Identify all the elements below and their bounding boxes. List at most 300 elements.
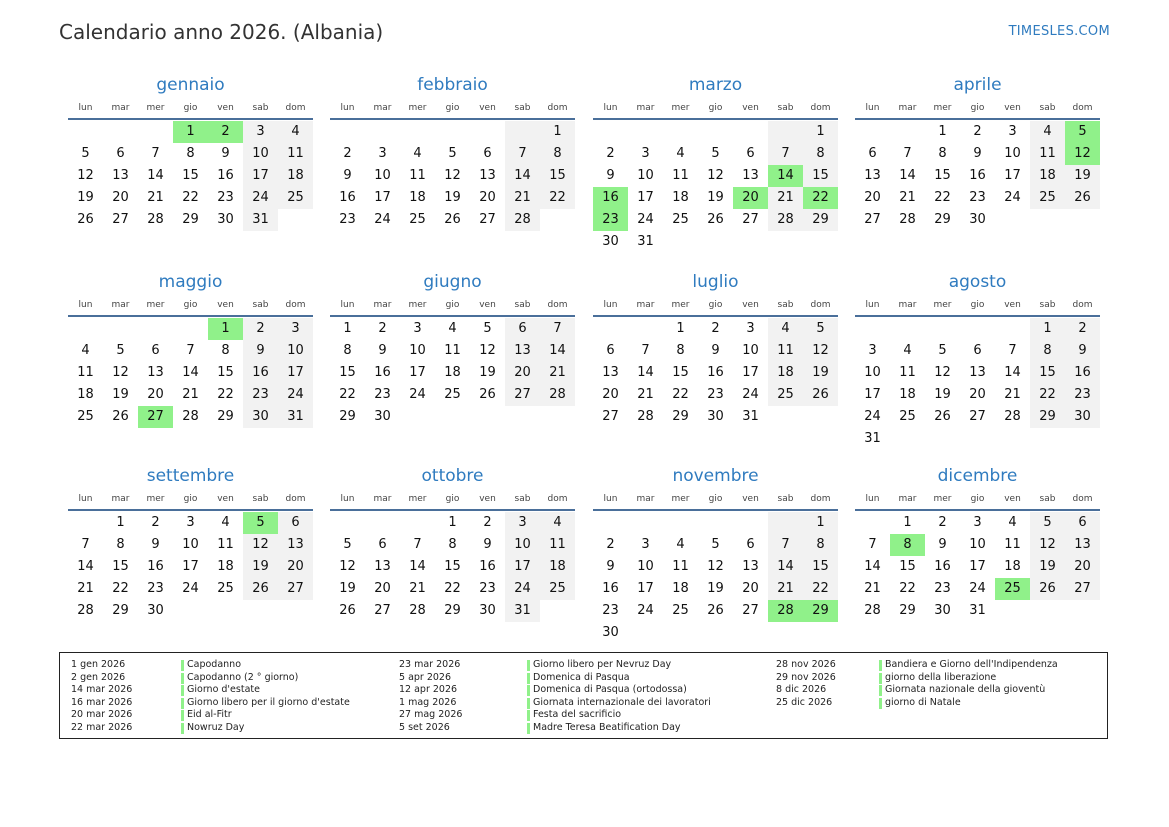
day-cell: 7 bbox=[505, 143, 540, 165]
day-cell: 8 bbox=[803, 534, 838, 556]
day-cell: 30 bbox=[934, 603, 951, 618]
day-cell: 2 bbox=[711, 321, 720, 336]
day-cell: 13 bbox=[505, 340, 540, 362]
legend-date: 16 mar 2026 bbox=[71, 696, 133, 708]
day-cell: 21 bbox=[540, 362, 575, 384]
day-cell: 16 bbox=[707, 365, 724, 380]
weekday-label: ven bbox=[1004, 494, 1021, 504]
weekday-label: sab bbox=[1039, 103, 1056, 113]
day-cell: 10 bbox=[182, 537, 199, 552]
weekday-label: sab bbox=[252, 494, 269, 504]
day-cell: 4 bbox=[676, 537, 685, 552]
weekday-header bbox=[330, 489, 575, 511]
day-cell: 7 bbox=[413, 537, 422, 552]
day-cell: 18 bbox=[540, 556, 575, 578]
day-cell: 27 bbox=[374, 603, 391, 618]
day-cell: 12 bbox=[707, 168, 724, 183]
day-cell: 22 bbox=[899, 581, 916, 596]
day-cell: 26 bbox=[1030, 578, 1065, 600]
day-cell: 24 bbox=[637, 603, 654, 618]
day-cell: 20 bbox=[969, 387, 986, 402]
day-cell: 6 bbox=[116, 146, 125, 161]
month-name: marzo bbox=[688, 75, 743, 95]
legend-holiday-name: Domenica di Pasqua bbox=[527, 672, 711, 685]
day-cell: 3 bbox=[278, 318, 313, 340]
day-cell: 19 bbox=[1065, 165, 1100, 187]
day-cell: 23 bbox=[593, 209, 628, 231]
day-cell: 25 bbox=[672, 212, 689, 227]
day-cell: 31 bbox=[742, 409, 759, 424]
day-grid bbox=[855, 121, 1100, 231]
day-cell: 21 bbox=[768, 578, 803, 600]
day-cell: 30 bbox=[602, 625, 619, 640]
legend-holiday-name: Nowruz Day bbox=[181, 722, 350, 735]
weekday-label: mar bbox=[373, 103, 392, 113]
day-cell: 18 bbox=[672, 190, 689, 205]
weekday-label: ven bbox=[217, 300, 234, 310]
empty-cell bbox=[890, 318, 925, 340]
day-cell: 4 bbox=[903, 343, 912, 358]
empty-cell bbox=[628, 121, 663, 143]
weekday-header bbox=[68, 295, 313, 317]
month-name: giugno bbox=[423, 272, 482, 292]
weekday-header bbox=[593, 98, 838, 120]
day-cell: 31 bbox=[505, 600, 540, 622]
day-cell: 26 bbox=[479, 387, 496, 402]
day-cell: 6 bbox=[151, 343, 160, 358]
day-cell: 1 bbox=[803, 121, 838, 143]
day-cell: 19 bbox=[1030, 556, 1065, 578]
weekday-label: mar bbox=[636, 300, 655, 310]
day-cell: 30 bbox=[374, 409, 391, 424]
day-cell: 1 bbox=[173, 121, 208, 143]
day-cell: 11 bbox=[278, 143, 313, 165]
empty-cell bbox=[505, 406, 540, 428]
weekday-label: ven bbox=[479, 300, 496, 310]
day-cell: 24 bbox=[243, 187, 278, 209]
day-cell: 22 bbox=[803, 187, 838, 209]
weekday-label: mar bbox=[373, 300, 392, 310]
day-grid bbox=[855, 318, 1100, 450]
legend-date: 5 set 2026 bbox=[399, 721, 450, 733]
day-cell: 26 bbox=[243, 578, 278, 600]
weekday-label: dom bbox=[285, 103, 306, 113]
day-cell: 3 bbox=[413, 321, 422, 336]
empty-cell bbox=[733, 512, 768, 534]
legend-date-column bbox=[71, 659, 132, 735]
day-cell: 9 bbox=[243, 340, 278, 362]
empty-cell bbox=[365, 512, 400, 534]
day-cell: 17 bbox=[637, 190, 654, 205]
weekday-label: dom bbox=[547, 494, 568, 504]
day-cell: 2 bbox=[151, 515, 160, 530]
weekday-label: mar bbox=[373, 494, 392, 504]
day-cell: 7 bbox=[81, 537, 90, 552]
day-cell: 15 bbox=[803, 556, 838, 578]
day-cell: 13 bbox=[864, 168, 881, 183]
weekday-header bbox=[855, 98, 1100, 120]
day-cell: 5 bbox=[711, 146, 720, 161]
day-cell: 26 bbox=[339, 603, 356, 618]
weekday-header bbox=[855, 295, 1100, 317]
day-cell: 1 bbox=[676, 321, 685, 336]
empty-cell bbox=[925, 428, 960, 450]
day-cell: 5 bbox=[803, 318, 838, 340]
weekday-label: mar bbox=[898, 300, 917, 310]
day-cell: 19 bbox=[77, 190, 94, 205]
day-cell: 16 bbox=[479, 559, 496, 574]
day-cell: 20 bbox=[733, 187, 768, 209]
weekday-label: gio bbox=[970, 103, 985, 113]
day-cell: 5 bbox=[1065, 121, 1100, 143]
day-cell: 14 bbox=[637, 365, 654, 380]
day-cell: 17 bbox=[409, 365, 426, 380]
weekday-label: mer bbox=[146, 494, 165, 504]
day-cell: 16 bbox=[934, 559, 951, 574]
weekday-label: mer bbox=[671, 103, 690, 113]
empty-cell bbox=[663, 622, 698, 644]
day-grid bbox=[68, 318, 313, 428]
empty-cell bbox=[960, 318, 995, 340]
site-link[interactable]: TIMESLES.COM bbox=[1008, 24, 1110, 39]
day-cell: 18 bbox=[444, 365, 461, 380]
empty-cell bbox=[663, 512, 698, 534]
empty-cell bbox=[470, 406, 505, 428]
day-cell: 7 bbox=[1008, 343, 1017, 358]
day-cell: 17 bbox=[637, 581, 654, 596]
day-cell: 30 bbox=[969, 212, 986, 227]
day-cell: 19 bbox=[444, 190, 461, 205]
legend-holiday-name: giorno di Natale bbox=[879, 697, 1058, 710]
day-cell: 15 bbox=[182, 168, 199, 183]
day-cell: 25 bbox=[409, 212, 426, 227]
day-cell: 10 bbox=[243, 143, 278, 165]
day-cell: 20 bbox=[1065, 556, 1100, 578]
day-cell: 15 bbox=[1030, 362, 1065, 384]
day-cell: 5 bbox=[243, 512, 278, 534]
day-cell: 8 bbox=[890, 534, 925, 556]
day-cell: 15 bbox=[540, 165, 575, 187]
day-cell: 22 bbox=[803, 578, 838, 600]
day-cell: 2 bbox=[208, 121, 243, 143]
legend-holiday-name: Capodanno (2 ° giorno) bbox=[181, 672, 350, 685]
weekday-label: ven bbox=[479, 494, 496, 504]
day-cell: 22 bbox=[934, 190, 951, 205]
day-cell: 22 bbox=[217, 387, 234, 402]
day-cell: 22 bbox=[182, 190, 199, 205]
day-cell: 22 bbox=[1030, 384, 1065, 406]
empty-cell bbox=[768, 231, 803, 253]
day-cell: 28 bbox=[1004, 409, 1021, 424]
day-cell: 20 bbox=[602, 387, 619, 402]
legend-name-column bbox=[879, 659, 1058, 709]
empty-cell bbox=[68, 121, 103, 143]
empty-cell bbox=[365, 121, 400, 143]
day-cell: 25 bbox=[444, 387, 461, 402]
day-cell: 24 bbox=[1004, 190, 1021, 205]
empty-cell bbox=[68, 318, 103, 340]
day-cell: 1 bbox=[540, 121, 575, 143]
weekday-label: gio bbox=[183, 300, 198, 310]
weekday-label: dom bbox=[1072, 103, 1093, 113]
day-cell: 21 bbox=[147, 190, 164, 205]
month-giugno bbox=[330, 269, 575, 428]
day-cell: 21 bbox=[409, 581, 426, 596]
empty-cell bbox=[803, 231, 838, 253]
day-cell: 3 bbox=[243, 121, 278, 143]
day-cell: 9 bbox=[973, 146, 982, 161]
day-cell: 11 bbox=[444, 343, 461, 358]
day-cell: 15 bbox=[803, 165, 838, 187]
day-cell: 8 bbox=[803, 143, 838, 165]
day-cell: 7 bbox=[903, 146, 912, 161]
day-cell: 9 bbox=[606, 168, 615, 183]
day-cell: 12 bbox=[243, 534, 278, 556]
day-cell: 2 bbox=[243, 318, 278, 340]
day-cell: 10 bbox=[742, 343, 759, 358]
day-cell: 9 bbox=[606, 559, 615, 574]
day-cell: 28 bbox=[182, 409, 199, 424]
day-cell: 27 bbox=[278, 578, 313, 600]
day-cell: 25 bbox=[278, 187, 313, 209]
weekday-label: mer bbox=[146, 300, 165, 310]
day-cell: 1 bbox=[938, 124, 947, 139]
day-cell: 5 bbox=[483, 321, 492, 336]
day-cell: 1 bbox=[116, 515, 125, 530]
day-cell: 2 bbox=[606, 146, 615, 161]
day-cell: 2 bbox=[973, 124, 982, 139]
day-cell: 5 bbox=[81, 146, 90, 161]
empty-cell bbox=[995, 600, 1030, 622]
day-cell: 14 bbox=[768, 165, 803, 187]
day-cell: 6 bbox=[746, 537, 755, 552]
day-cell: 20 bbox=[147, 387, 164, 402]
day-cell: 4 bbox=[81, 343, 90, 358]
day-cell: 23 bbox=[339, 212, 356, 227]
weekday-label: ven bbox=[1004, 300, 1021, 310]
empty-cell bbox=[593, 318, 628, 340]
day-cell: 4 bbox=[413, 146, 422, 161]
empty-cell bbox=[768, 512, 803, 534]
empty-cell bbox=[768, 406, 803, 428]
day-cell: 19 bbox=[339, 581, 356, 596]
day-cell: 19 bbox=[243, 556, 278, 578]
calendar-grid bbox=[68, 72, 1102, 642]
day-cell: 24 bbox=[374, 212, 391, 227]
day-cell: 28 bbox=[899, 212, 916, 227]
day-cell: 16 bbox=[969, 168, 986, 183]
legend-name-column bbox=[527, 659, 711, 735]
day-cell: 2 bbox=[606, 537, 615, 552]
weekday-header bbox=[593, 295, 838, 317]
empty-cell bbox=[435, 406, 470, 428]
month-name: settembre bbox=[146, 466, 235, 486]
empty-cell bbox=[1030, 209, 1065, 231]
weekday-label: ven bbox=[217, 103, 234, 113]
day-cell: 25 bbox=[540, 578, 575, 600]
day-cell: 13 bbox=[278, 534, 313, 556]
weekday-label: gio bbox=[445, 103, 460, 113]
weekday-label: mer bbox=[933, 300, 952, 310]
month-luglio bbox=[593, 269, 838, 428]
empty-cell bbox=[400, 121, 435, 143]
day-cell: 4 bbox=[1008, 515, 1017, 530]
day-cell: 8 bbox=[938, 146, 947, 161]
day-cell: 29 bbox=[803, 600, 838, 622]
day-cell: 25 bbox=[77, 409, 94, 424]
day-cell: 7 bbox=[186, 343, 195, 358]
empty-cell bbox=[540, 600, 575, 622]
month-agosto bbox=[855, 269, 1100, 450]
day-cell: 20 bbox=[374, 581, 391, 596]
day-cell: 23 bbox=[969, 190, 986, 205]
day-cell: 28 bbox=[637, 409, 654, 424]
day-cell: 15 bbox=[339, 365, 356, 380]
day-cell: 4 bbox=[768, 318, 803, 340]
legend-holiday-name: Bandiera e Giorno dell'Indipendenza bbox=[879, 659, 1058, 672]
weekday-label: dom bbox=[285, 300, 306, 310]
legend-date: 28 nov 2026 bbox=[776, 659, 836, 670]
day-cell: 5 bbox=[1030, 512, 1065, 534]
day-cell: 10 bbox=[505, 534, 540, 556]
day-grid bbox=[68, 512, 313, 622]
day-cell: 18 bbox=[1030, 165, 1065, 187]
day-cell: 31 bbox=[637, 234, 654, 249]
day-cell: 2 bbox=[483, 515, 492, 530]
day-cell: 17 bbox=[374, 190, 391, 205]
legend-name-column bbox=[181, 659, 350, 735]
weekday-label: mer bbox=[408, 494, 427, 504]
day-cell: 16 bbox=[217, 168, 234, 183]
day-cell: 24 bbox=[278, 384, 313, 406]
day-cell: 28 bbox=[77, 603, 94, 618]
day-cell: 6 bbox=[1065, 512, 1100, 534]
empty-cell bbox=[138, 318, 173, 340]
day-cell: 30 bbox=[147, 603, 164, 618]
legend-holiday-name: Giorno d'estate bbox=[181, 684, 350, 697]
day-cell: 8 bbox=[343, 343, 352, 358]
day-cell: 23 bbox=[147, 581, 164, 596]
day-cell: 15 bbox=[217, 365, 234, 380]
day-cell: 7 bbox=[151, 146, 160, 161]
day-cell: 26 bbox=[1065, 187, 1100, 209]
holiday-legend bbox=[59, 652, 1108, 739]
day-cell: 5 bbox=[116, 343, 125, 358]
day-cell: 8 bbox=[116, 537, 125, 552]
weekday-header bbox=[593, 489, 838, 511]
legend-holiday-name: Capodanno bbox=[181, 659, 350, 672]
legend-date: 12 apr 2026 bbox=[399, 684, 458, 696]
weekday-label: gio bbox=[183, 103, 198, 113]
day-cell: 31 bbox=[969, 603, 986, 618]
day-cell: 27 bbox=[1065, 578, 1100, 600]
empty-cell bbox=[663, 231, 698, 253]
day-cell: 29 bbox=[899, 603, 916, 618]
day-cell: 9 bbox=[343, 168, 352, 183]
day-cell: 26 bbox=[707, 212, 724, 227]
day-cell: 25 bbox=[1030, 187, 1065, 209]
empty-cell bbox=[103, 121, 138, 143]
day-cell: 16 bbox=[339, 190, 356, 205]
empty-cell bbox=[803, 406, 838, 428]
day-cell: 10 bbox=[409, 343, 426, 358]
weekday-label: mer bbox=[146, 103, 165, 113]
day-cell: 28 bbox=[864, 603, 881, 618]
weekday-label: mer bbox=[408, 103, 427, 113]
day-cell: 18 bbox=[77, 387, 94, 402]
day-cell: 9 bbox=[151, 537, 160, 552]
empty-cell bbox=[733, 121, 768, 143]
day-cell: 28 bbox=[768, 600, 803, 622]
day-grid bbox=[330, 318, 575, 428]
empty-cell bbox=[995, 318, 1030, 340]
month-name: ottobre bbox=[421, 466, 484, 486]
day-cell: 18 bbox=[672, 581, 689, 596]
month-name: dicembre bbox=[937, 466, 1018, 486]
day-cell: 1 bbox=[343, 321, 352, 336]
day-cell: 9 bbox=[938, 537, 947, 552]
day-cell: 4 bbox=[221, 515, 230, 530]
empty-cell bbox=[1065, 600, 1100, 622]
day-cell: 9 bbox=[221, 146, 230, 161]
day-cell: 6 bbox=[973, 343, 982, 358]
day-cell: 12 bbox=[934, 365, 951, 380]
day-cell: 15 bbox=[899, 559, 916, 574]
empty-cell bbox=[628, 512, 663, 534]
day-cell: 7 bbox=[540, 318, 575, 340]
day-cell: 8 bbox=[676, 343, 685, 358]
empty-cell bbox=[628, 622, 663, 644]
legend-holiday-name: Giornata internazionale dei lavoratori bbox=[527, 697, 711, 710]
weekday-label: mer bbox=[933, 103, 952, 113]
day-cell: 3 bbox=[505, 512, 540, 534]
empty-cell bbox=[768, 622, 803, 644]
weekday-label: mar bbox=[636, 103, 655, 113]
weekday-label: sab bbox=[514, 494, 531, 504]
day-cell: 17 bbox=[243, 165, 278, 187]
empty-cell bbox=[540, 209, 575, 231]
day-cell: 14 bbox=[505, 165, 540, 187]
day-cell: 29 bbox=[444, 603, 461, 618]
day-cell: 1 bbox=[1030, 318, 1065, 340]
day-cell: 10 bbox=[637, 559, 654, 574]
weekday-label: mar bbox=[111, 300, 130, 310]
empty-cell bbox=[593, 512, 628, 534]
day-cell: 29 bbox=[112, 603, 129, 618]
day-cell: 9 bbox=[378, 343, 387, 358]
day-cell: 29 bbox=[217, 409, 234, 424]
day-cell: 19 bbox=[803, 362, 838, 384]
day-cell: 15 bbox=[444, 559, 461, 574]
empty-cell bbox=[138, 121, 173, 143]
day-grid bbox=[593, 512, 838, 644]
day-cell: 31 bbox=[864, 431, 881, 446]
day-cell: 14 bbox=[1004, 365, 1021, 380]
day-cell: 29 bbox=[934, 212, 951, 227]
day-cell: 8 bbox=[186, 146, 195, 161]
day-cell: 31 bbox=[278, 406, 313, 428]
day-grid bbox=[68, 121, 313, 231]
day-cell: 11 bbox=[899, 365, 916, 380]
weekday-label: ven bbox=[742, 103, 759, 113]
empty-cell bbox=[890, 121, 925, 143]
day-cell: 11 bbox=[409, 168, 426, 183]
day-cell: 6 bbox=[278, 512, 313, 534]
day-cell: 20 bbox=[479, 190, 496, 205]
legend-date: 1 gen 2026 bbox=[71, 659, 126, 670]
weekday-label: lun bbox=[340, 300, 355, 310]
empty-cell bbox=[890, 428, 925, 450]
